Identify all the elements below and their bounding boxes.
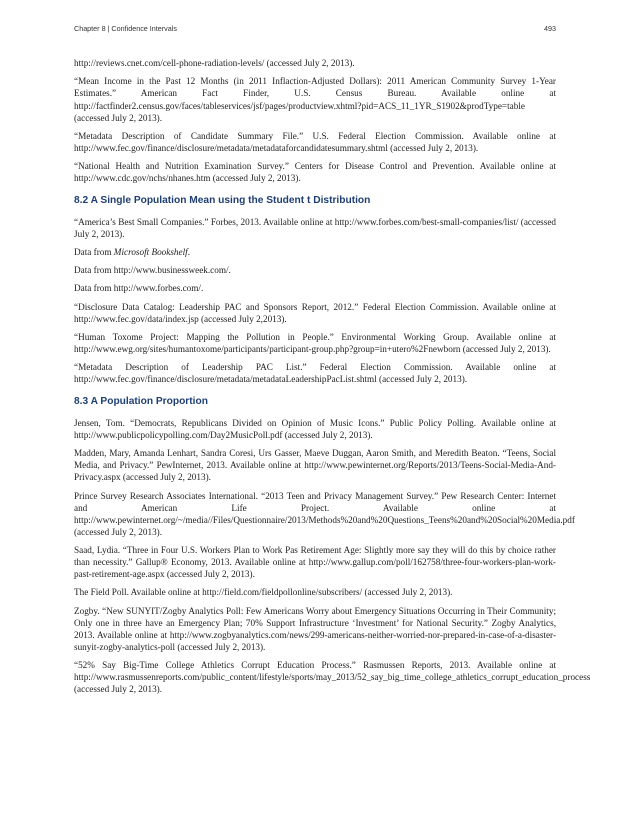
page-content: [74, 57, 591, 701]
reference-entry: “Metadata Description of Candidate Summary File.” U.S. Federal Election Commission. Available online at http://www.fec.gov/finance/disclosure/metadata/metadataforcandidatesummary.shtml (accessed July 2, 2013).: [74, 130, 556, 153]
reference-entry-microsoft: [74, 246, 556, 258]
reference-entry: “Human Toxome Project: Mapping the Pollution in People.” Environmental Working Group. Available online at http://www.ewg.org/sites/humantoxome/participants/participant-group.php?group=in+utero%2Fnewborn (accessed July 2, 2013).: [74, 331, 556, 355]
reference-entry: Jensen, Tom. “Democrats, Republicans Divided on Opinion of Music Icons.” Public Policy Polling. Available online at http://www.publicpolicypolling.com/Day2MusicPoll.pdf (accessed July 2, 2013).: [74, 417, 556, 441]
reference-entry: “52% Say Big-Time College Athletics Corrupt Education Process.” Rasmussen Reports, 2013. Available online at http://www.rasmussenreports.com/public_content/lifestyle/sports/may_2013/52_say_big_time_college_athletics_corrupt_education_process (accessed July 2, 2013).: [74, 660, 591, 695]
reference-suffix: .: [187, 247, 191, 258]
chapter-title: Chapter 8 | Confidence Intervals: [74, 24, 177, 33]
section-heading-8-2: 8.2 A Single Population Mean using the Student t Distribution: [74, 195, 371, 207]
reference-entry: Data from http://www.forbes.com/.: [74, 283, 204, 294]
section-heading-8-3: 8.3 A Population Proportion: [74, 396, 208, 408]
page-number: 493: [544, 24, 556, 33]
reference-entry: “America’s Best Small Companies.” Forbes, 2013. Available online at http://www.forbes.com/best-small-companies/list/ (accessed July 2, 2013).: [74, 216, 556, 239]
reference-entry: http://reviews.cnet.com/cell-phone-radiation-levels/ (accessed July 2, 2013).: [74, 58, 355, 68]
reference-entry: Prince Survey Research Associates International. “2013 Teen and Privacy Management Survey.” Pew Research Center: Internet and American Life Project. Available online at http://www.pewinternet.org/~/media//Files/Questionnaire/2013/Methods%20and%20Questions_Teens%20and%20Social%20Media.pdf (accessed July 2, 2013).: [74, 490, 575, 537]
reference-entry: “Mean Income in the Past 12 Months (in 2011 Inflaction-Adjusted Dollars): 2011 American Community Survey 1-Year Estimates.” American Fact Finder, U.S. Census Bureau. Available online at http://factfinder2.census.gov/faces/tableservices/jsf/pages/productview.xhtml?pid=ACS_11_1YR_S1902&prodType=table (accessed July 2, 2013).: [74, 76, 556, 123]
reference-entry: “Metadata Description of Leadership PAC List.” Federal Election Commission. Available online at http://www.fec.gov/finance/disclosure/metadata/metadataLeadershipPacList.shtml (accessed July 2, 2013).: [74, 362, 556, 385]
reference-entry: “National Health and Nutrition Examination Survey.” Centers for Disease Control and Prevention. Available online at http://www.cdc.gov/nchs/nhanes.htm (accessed July 2, 2013).: [74, 161, 556, 184]
reference-entry: “Disclosure Data Catalog: Leadership PAC and Sponsors Report, 2012.” Federal Election Commission. Available online at http://www.fec.gov/data/index.jsp (accessed July 2,2013).: [74, 301, 556, 324]
page-header: [74, 24, 556, 36]
reference-prefix: Data from: [74, 247, 114, 258]
reference-entry: Zogby. “New SUNYIT/Zogby Analytics Poll: Few Americans Worry about Emergency Situations Occurring in Their Community; Only one in three have an Emergency Plan; 70% Support Infrastructure ‘Investment’ for National Security.” Zogby Analytics, 2013. Available online at http://www.zogbyanalytics.com/news/299-americans-neither-worried-nor-prepared-in-case-of-a-disaster-sunyit-zogby-analytics-poll (accessed July 2, 2013).: [74, 605, 556, 652]
reference-entry: Madden, Mary, Amanda Lenhart, Sandra Coresi, Urs Gasser, Maeve Duggan, Aaron Smith, and Meredith Beaton. “Teens, Social Media, and Privacy.” PewInternet, 2013. Available online at http://www.pewinternet.org/Reports/2013/Teens-Social-Media-And-Privacy.aspx (accessed July 2, 2013).: [74, 448, 556, 483]
reference-entry: The Field Poll. Available online at http://field.com/fieldpollonline/subscribers/ (accessed July 2, 2013).: [74, 587, 453, 598]
reference-italic-title: Microsoft Bookshelf: [113, 247, 188, 258]
reference-entry: Data from http://www.businessweek.com/.: [74, 265, 231, 276]
reference-entry: Saad, Lydia. “Three in Four U.S. Workers Plan to Work Pas Retirement Age: Slightly more say they will do this by choice rather than necessity.” Gallup® Economy, 2013. Available online at http://www.gallup.com/poll/162758/three-four-workers-plan-work-past-retirement-age.aspx (accessed July 2, 2013).: [74, 545, 556, 580]
